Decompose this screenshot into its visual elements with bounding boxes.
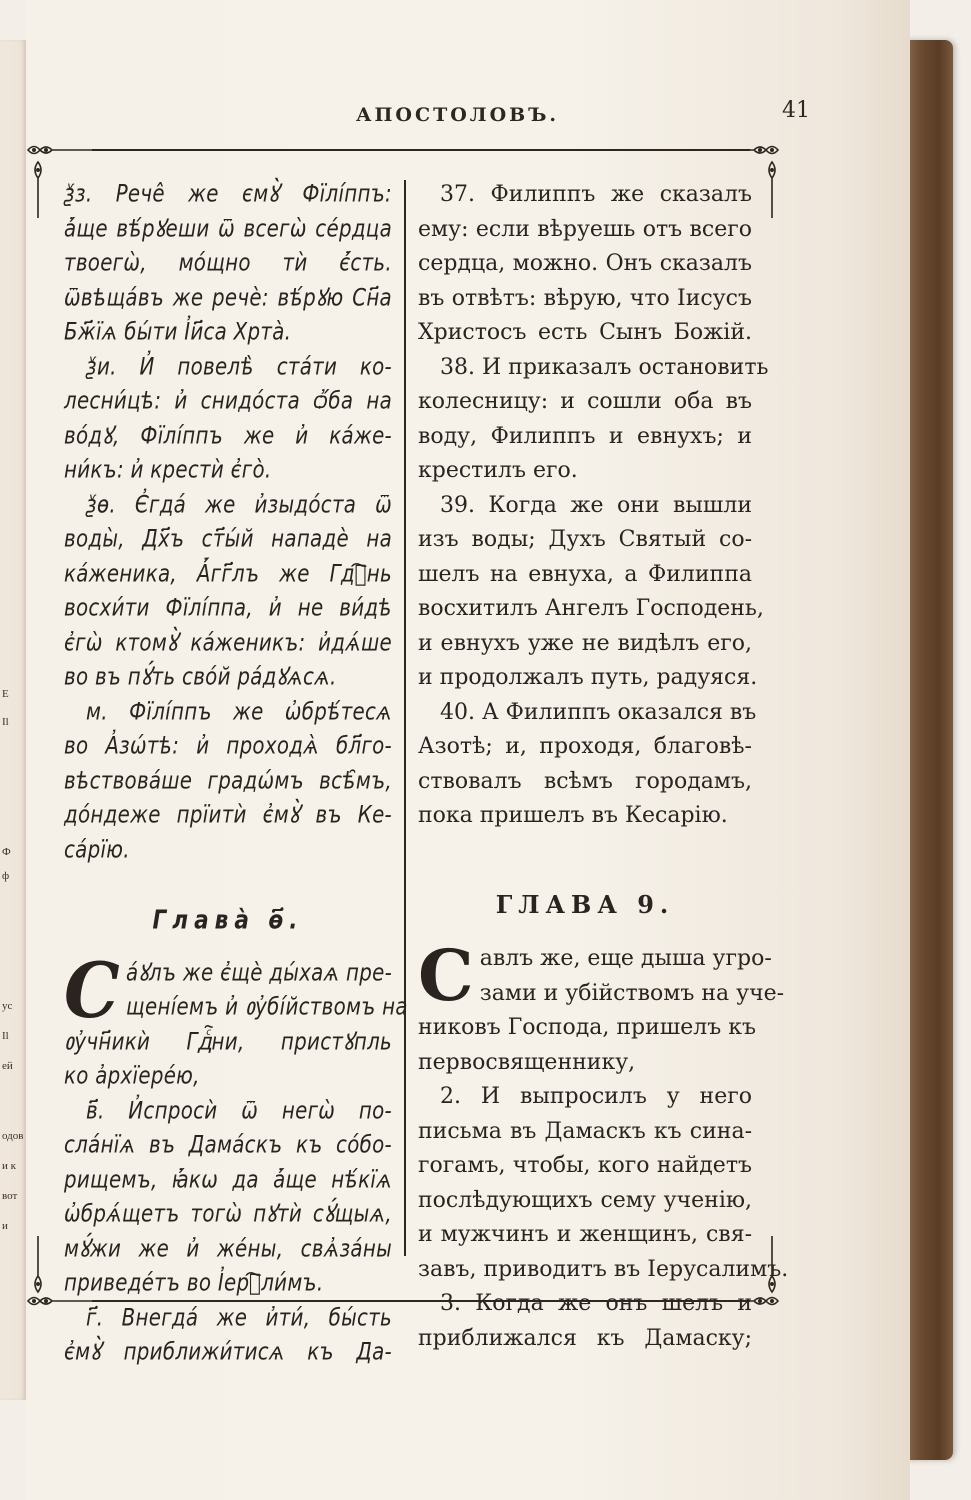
slavonic-line: ни́къ: и҆ крестѝ є҆го̀. xyxy=(64,456,272,484)
russian-line: крестилъ его. xyxy=(418,458,578,483)
slavonic-line: ѯи. И҆ повелѣ̀ ста́ти ко- xyxy=(86,353,392,381)
slavonic-line: ѿвѣща́въ же речѐ: вѣ́рꙋю Сн҃а xyxy=(64,284,392,312)
church-slavonic-column xyxy=(64,178,408,1371)
russian-line: и мужчинъ и женщинъ, свя- xyxy=(418,1222,752,1247)
slavonic-line: воды̀, Дх҃ъ ст҃ы́й нападѐ на xyxy=(64,525,392,553)
slavonic-line: во́дꙋ, Фїлі́ппъ же и҆ ка́же- xyxy=(64,422,392,450)
corner-ornament-bottom-left xyxy=(26,1293,94,1309)
facing-page-edge xyxy=(0,40,26,1400)
russian-line: воду, Филиппъ и евнухъ; и xyxy=(418,423,752,449)
side-ornament-top-right xyxy=(764,160,780,220)
slavonic-line: во А҆зѡ́тѣ: и҆ проходѧ̀ бл҃го- xyxy=(64,732,392,760)
side-ornament-bottom-left xyxy=(30,1234,46,1294)
slavonic-line: є҆мꙋ̀ приближи́тисѧ къ Да- xyxy=(64,1338,392,1366)
russian-line: письма въ Дамаскъ къ сина- xyxy=(418,1118,752,1144)
russian-line: 2. И выпросилъ у него xyxy=(440,1084,752,1109)
slavonic-line: г҃. Внегда́ же и҆ти́, бы́сть xyxy=(86,1304,392,1332)
slavonic-line: Бж҃їѧ бы́ти І҆и҃са Хрта̀. xyxy=(64,318,292,346)
slavonic-dropcap: С xyxy=(64,945,121,1035)
russian-chapter-opening xyxy=(418,934,785,1017)
slavonic-line: приведе́тъ во І҆ерⷭ҇ли́мъ. xyxy=(64,1269,324,1297)
russian-line: авлъ же, еще дыша угро- xyxy=(479,946,772,971)
facing-page-fragment: вот xyxy=(2,1190,18,1202)
facing-page-fragment: Ф xyxy=(2,846,11,858)
russian-line: пока пришелъ въ Кесарію. xyxy=(418,803,728,828)
slavonic-line: ѡ҆брѧ́щетъ тогѡ̀ пꙋтѝ сꙋ́щыѧ, xyxy=(64,1200,392,1228)
slavonic-line: са́рїю. xyxy=(64,836,130,864)
slavonic-line: а́ꙋлъ же є҆щѐ ды́хаѧ пре- xyxy=(126,959,393,987)
corner-ornament-bottom-right xyxy=(712,1293,780,1309)
russian-line: 37. Филиппъ же сказалъ xyxy=(440,182,752,207)
slavonic-line: восхи́ти Фїлі́ппа, и҆ не ви́дѣ xyxy=(64,594,392,622)
facing-page-fragment: Е xyxy=(2,688,9,700)
slavonic-line: ка́женика, А҆́гг҃лъ же Гдⷭ҇нь xyxy=(64,560,392,588)
slavonic-line: щені́емъ и҆ ᲂу҆бі́йствомъ на xyxy=(126,993,408,1021)
bottom-rule xyxy=(92,1300,750,1302)
facing-page-fragment: ф xyxy=(2,870,10,882)
facing-page-fragment: ус xyxy=(2,1000,13,1012)
top-rule xyxy=(92,149,750,151)
slavonic-line: є҆гѡ̀ ктомꙋ̀ ка́женикъ: и҆дѧ́ше xyxy=(64,629,392,657)
russian-line: въ отвѣтъ: вѣрую, что Іисусъ xyxy=(418,285,752,311)
facing-page-fragment: и к xyxy=(2,1160,16,1172)
russian-line: шелъ на евнуха, а Филиппа xyxy=(418,561,752,587)
slavonic-chapter-opening xyxy=(64,945,408,1035)
russian-line: 39. Когда же они вышли xyxy=(440,492,752,518)
russian-line: зами и убійствомъ на уче- xyxy=(479,980,785,1006)
side-ornament-bottom-right xyxy=(764,1234,780,1294)
slavonic-line: рищемъ, ꙗ҆́кѡ да а҆́ще нѣ́кїѧ xyxy=(64,1166,392,1194)
russian-line: Азотѣ; и, проходя, благовѣ- xyxy=(418,734,752,759)
russian-dropcap: С xyxy=(418,934,474,1017)
russian-line: и евнухъ уже не видѣлъ его, xyxy=(418,630,752,656)
slavonic-line: вѣствова́ше градѡ́мъ всѣ̑мъ, xyxy=(64,767,392,795)
slavonic-line: ко а҆рхїере́ю, xyxy=(64,1062,200,1090)
russian-line: восхитилъ Ангелъ Господень, xyxy=(418,596,764,621)
russian-column xyxy=(418,178,789,1356)
slavonic-line: а҆́ще вѣ́рꙋеши ѿ всегѡ̀ се́рдца xyxy=(64,215,392,243)
page-number: 41 xyxy=(782,98,810,123)
book-page xyxy=(26,0,910,1500)
slavonic-line: лесни́цѣ: и҆ снидо́ста ѻ҆́ба на xyxy=(64,387,392,415)
russian-line: 3. Когда же онъ шелъ и xyxy=(440,1291,752,1316)
slavonic-line: до́ндеже прїитѝ є҆мꙋ̀ въ Ке- xyxy=(64,801,392,829)
slavonic-chapter-heading: Глава̀ ѳ҃. xyxy=(152,904,304,935)
book-spine xyxy=(905,40,953,1460)
facing-page-fragment: и xyxy=(2,1220,8,1232)
slavonic-line: ѯз. Рече̂ же ємꙋ̀ Фїлі́ппъ: xyxy=(64,180,392,208)
russian-line: изъ воды; Духъ Святый со- xyxy=(418,527,752,552)
slavonic-line: сла́нїѧ въ Дама́скъ къ со́бо- xyxy=(64,1131,392,1159)
russian-line: колесницу: и сошли оба въ xyxy=(418,389,752,414)
corner-ornament-top-left xyxy=(26,142,94,158)
russian-line: ему: если вѣруешь отъ всего xyxy=(418,216,752,242)
russian-chapter-heading: ГЛАВА 9. xyxy=(495,890,675,919)
slavonic-line: ѯѳ. Є҆гда́ же и҆зыдо́ста ѿ xyxy=(86,491,392,519)
russian-line: Христосъ есть Сынъ Божій. xyxy=(418,320,752,345)
russian-line: приближался къ Дамаску; xyxy=(418,1325,752,1351)
corner-ornament-top-right xyxy=(712,142,780,158)
facing-page-fragment: Il xyxy=(2,716,9,728)
facing-page-fragment: Il xyxy=(2,1030,9,1042)
russian-line: никовъ Господа, пришелъ къ xyxy=(418,1015,756,1040)
russian-line: первосвященнику, xyxy=(418,1049,636,1075)
column-divider xyxy=(404,180,406,1256)
russian-line: 38. И приказалъ остановить xyxy=(440,354,769,380)
facing-page-fragment: ей xyxy=(2,1060,13,1072)
russian-line: ствовалъ всѣмъ городамъ, xyxy=(418,768,752,794)
russian-line: послѣдующихъ сему ученію, xyxy=(418,1187,752,1213)
slavonic-line: м. Фїлі́ппъ же ѡ҆брѣ́тесѧ xyxy=(86,698,392,726)
facing-page-fragment: одов xyxy=(2,1130,24,1142)
russian-line: и продолжалъ путь, радуяся. xyxy=(418,665,758,690)
slavonic-line: во въ пꙋ́ть сво́й ра́дꙋѧсѧ. xyxy=(64,663,337,691)
slavonic-line: ᲂу҆чн҃икѝ Гдⷭ҇ни, пристꙋпль xyxy=(64,1028,392,1056)
side-ornament-top-left xyxy=(30,160,46,220)
russian-line: 40. А Филиппъ оказался въ xyxy=(440,699,757,725)
russian-line: завъ, приводитъ въ Іерусалимъ. xyxy=(418,1256,789,1282)
slavonic-line: в҃. И҆спросѝ ѿ негѡ̀ по- xyxy=(86,1097,392,1125)
russian-line: сердца, можно. Онъ сказалъ xyxy=(418,251,752,276)
running-head: АПОСТОЛОВЪ. xyxy=(356,104,559,126)
slavonic-line: мꙋ́жи же и҆ же́ны, свѧ҆за́ны xyxy=(64,1235,392,1263)
russian-line: гогамъ, чтобы, кого найдетъ xyxy=(418,1153,752,1178)
slavonic-line: твоегѡ̀, мо́щно тѝ є҆́сть. xyxy=(64,249,392,277)
